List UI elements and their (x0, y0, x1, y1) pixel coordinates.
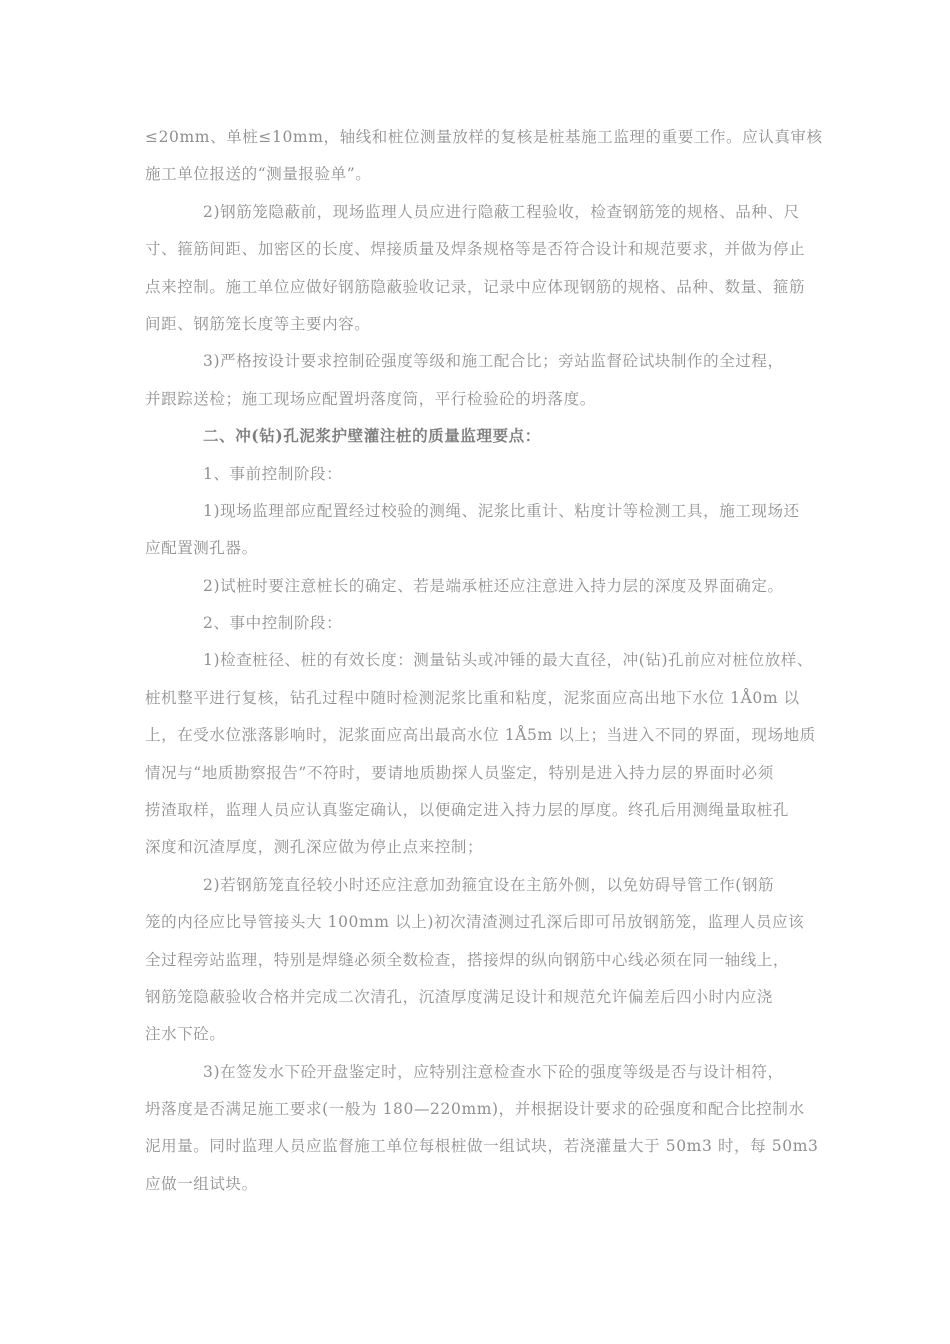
text-line: 钢筋笼隐蔽验收合格并完成二次清孔，沉渣厚度满足设计和规范允许偏差后四小时内应浇 (145, 988, 773, 1006)
subsection-heading: 1、事前控制阶段： (203, 465, 343, 483)
text-line: ≤20mm、单桩≤10mm，轴线和桩位测量放样的复核是桩基施工监理的重要工作。应认真审核 (145, 128, 823, 146)
text-line: 应做一组试块。 (145, 1175, 258, 1193)
section-heading: 二、冲(钻)孔泥浆护壁灌注桩的质量监理要点： (203, 426, 541, 445)
subsection-heading: 2、事中控制阶段： (203, 614, 343, 632)
text-line: 施工单位报送的“测量报验单”。 (145, 165, 372, 183)
text-line: 注水下砼。 (145, 1025, 226, 1043)
text-line: 并跟踪送检；施工现场应配置坍落度筒，平行检验砼的坍落度。 (145, 390, 596, 408)
paragraph-start: 2)若钢筋笼直径较小时还应注意加劲箍宜设在主筋外侧，以免妨碍导管工作(钢筋 (203, 876, 775, 894)
text-line: 深度和沉渣厚度，测孔深应做为停止点来控制； (145, 838, 484, 856)
paragraph-start: 3)严格按设计要求控制砼强度等级和施工配合比；旁站监督砼试块制作的全过程， (203, 352, 784, 370)
text-line: 笼的内径应比导管接头大 100mm 以上)初次清渣测过孔深后即可吊放钢筋笼，监理人员应该 (145, 913, 805, 931)
text-line: 点来控制。施工单位应做好钢筋隐蔽验收记录，记录中应体现钢筋的规格、品种、数量、箍筋 (145, 278, 806, 296)
paragraph-start: 2)试桩时要注意桩长的确定、若是端承桩还应注意进入持力层的深度及界面确定。 (203, 577, 784, 595)
text-line: 桩机整平进行复核，钻孔过程中随时检测泥浆比重和粘度，泥浆面应高出地下水位 1Å0m 以 (145, 689, 800, 707)
text-line: 捞渣取样，监理人员应认真鉴定确认，以便确定进入持力层的厚度。终孔后用测绳量取桩孔 (145, 801, 790, 819)
text-line: 情况与“地质勘察报告”不符时，要请地质勘探人员鉴定，特别是进入持力层的界面时必须 (145, 764, 774, 782)
text-line: 全过程旁站监理，特别是焊缝必须全数检查，搭接焊的纵向钢筋中心线必须在同一轴线上， (145, 951, 790, 969)
text-line: 泥用量。同时监理人员应监督施工单位每根桩做一组试块，若浇灌量大于 50m3 时，每 50m3 (145, 1137, 819, 1155)
text-line: 寸、箍筋间距、加密区的长度、焊接质量及焊条规格等是否符合设计和规范要求，并做为停止 (145, 240, 806, 258)
text-line: 应配置测孔器。 (145, 539, 258, 557)
paragraph-start: 1)检查桩径、桩的有效长度：测量钻头或冲锤的最大直径，冲(钻)孔前应对桩位放样、 (203, 651, 814, 669)
paragraph-start: 3)在签发水下砼开盘鉴定时，应特别注意检查水下砼的强度等级是否与设计相符， (203, 1063, 784, 1081)
text-line: 间距、钢筋笼长度等主要内容。 (145, 315, 371, 333)
paragraph-start: 2)钢筋笼隐蔽前，现场监理人员应进行隐蔽工程验收，检查钢筋笼的规格、品种、尺 (203, 203, 800, 221)
text-line: 上，在受水位涨落影响时，泥浆面应高出最高水位 1Å5m 以上；当进入不同的界面，现场地质 (145, 726, 816, 744)
paragraph-start: 1)现场监理部应配置经过校验的测绳、泥浆比重计、粘度计等检测工具，施工现场还 (203, 502, 800, 520)
text-line: 坍落度是否满足施工要求(一般为 180—220mm)，并根据设计要求的砼强度和配合比控制水 (145, 1100, 805, 1118)
